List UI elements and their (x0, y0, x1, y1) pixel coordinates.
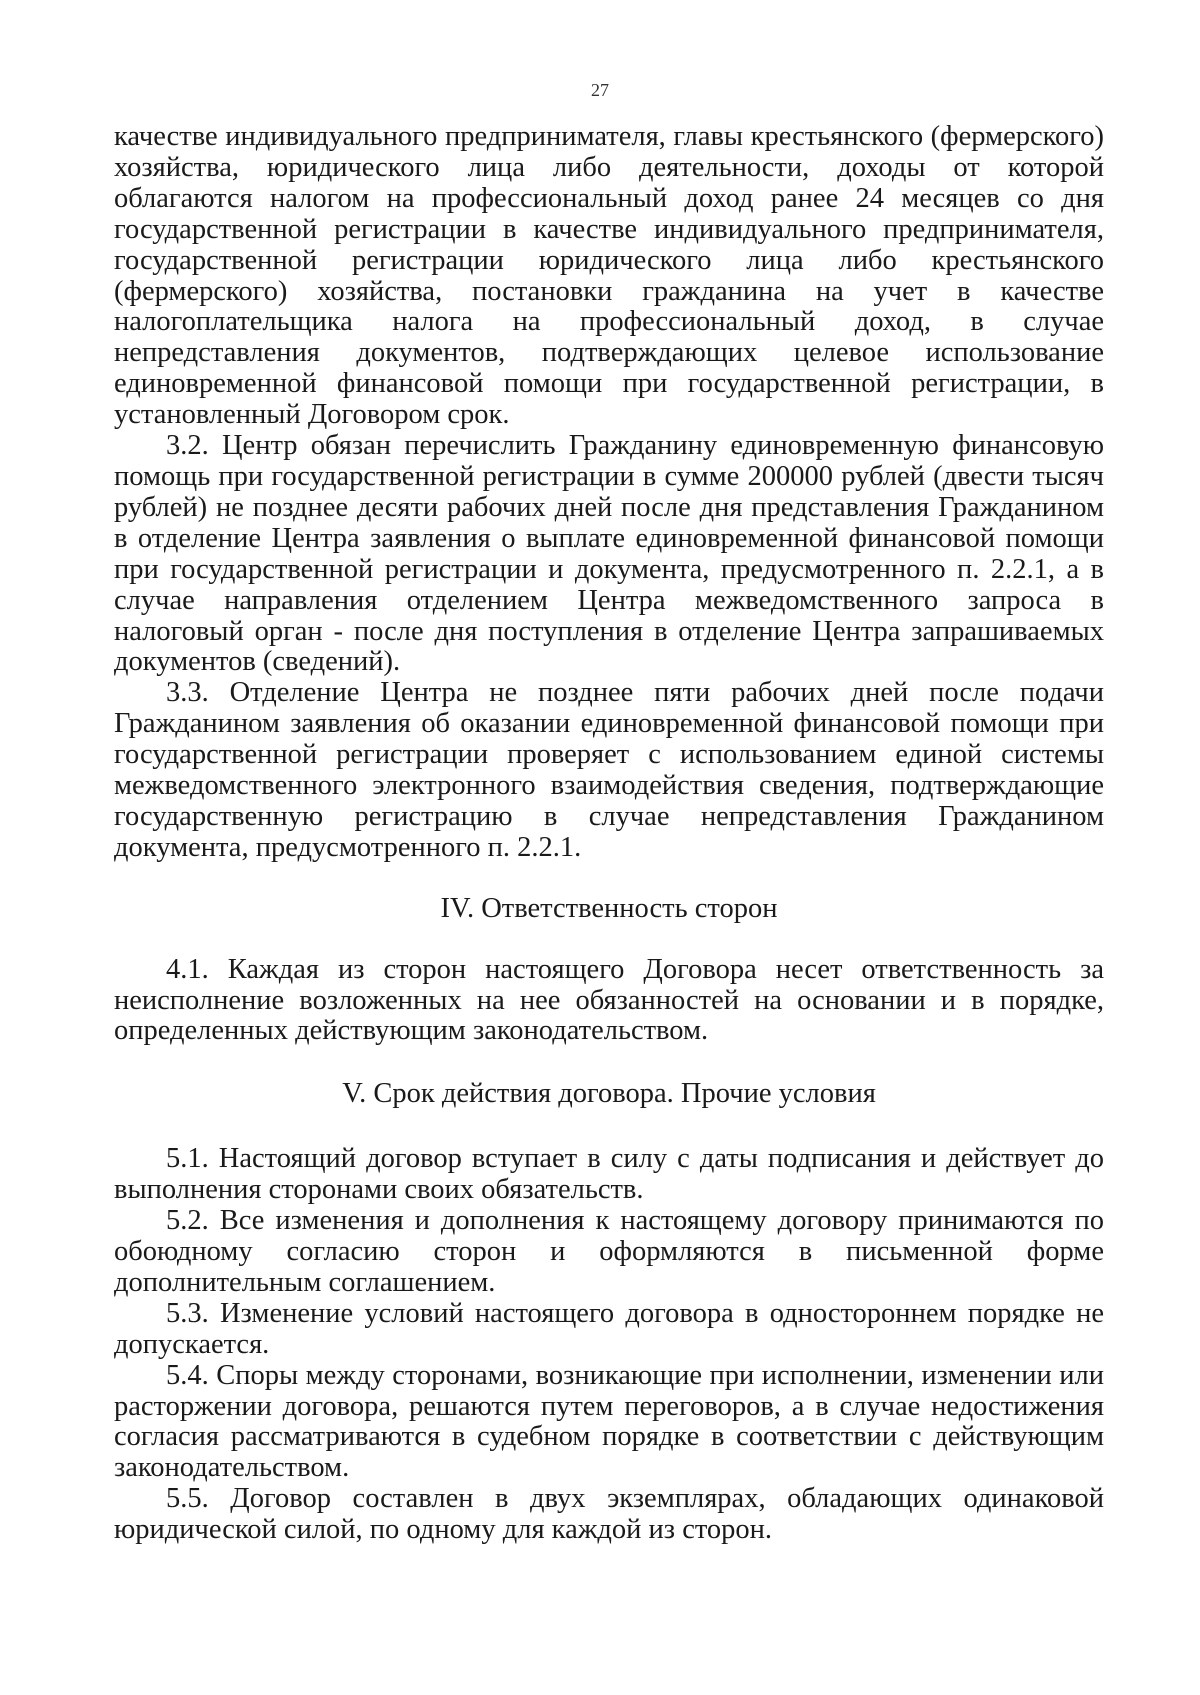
section-4-heading: IV. Ответственность сторон (440, 892, 778, 924)
paragraph-4-1: 4.1. Каждая из сторон настоящего Договора несет ответственность за неисполнение возложенных на нее обязанностей на основании и в порядке, определенных действующим законодательством. (114, 953, 1104, 1047)
paragraph-3-3: 3.3. Отделение Центра не позднее пяти рабочих дней после подачи Гражданином заявления об оказании единовременной финансовой помощи при государственной регистрации проверяет с использованием единой системы межведомственного электронного взаимодействия сведения, подтверждающие государственную регистрацию в случае непредставления Гражданином документа, предусмотренного п. 2.2.1. (114, 677, 1104, 863)
paragraph-5-3: 5.3. Изменение условий настоящего договора в одностороннем порядке не допускается. (114, 1297, 1104, 1360)
paragraph-5-1: 5.1. Настоящий договор вступает в силу с даты подписания и действует до выполнения сторонами своих обязательств. (114, 1143, 1104, 1206)
page-number: 27 (591, 80, 609, 100)
paragraph-5-2: 5.2. Все изменения и дополнения к настоящему договору принимаются по обоюдному согласию сторон и оформляются в письменной форме дополнительным соглашением. (114, 1205, 1104, 1298)
paragraph-5-4: 5.4. Споры между сторонами, возникающие при исполнении, изменении или расторжении договора, решаются путем переговоров, а в случае недостижения согласия рассматриваются в судебном порядке в соответствии с действующим законодательством. (114, 1359, 1104, 1484)
document-body (114, 122, 1104, 1546)
paragraph-3-2: 3.2. Центр обязан перечислить Гражданину единовременную финансовую помощь при государственной регистрации в сумме 200000 рублей (двести тысяч рублей) не позднее десяти рабочих дней после дня представления Гражданином в отделение Центра заявления о выплате единовременной финансовой помощи при государственной регистрации и документа, предусмотренного п. 2.2.1, а в случае направления отделением Центра межведомственного запроса в налоговый орган - после дня поступления в отделение Центра запрашиваемых документов (сведений). (114, 430, 1104, 678)
paragraph-continuation: качестве индивидуального предпринимателя, главы крестьянского (фермерского) хозяйства, юридического лица либо деятельности, доходы от которой облагаются налогом на профессиональный доход ранее 24 месяцев со дня государственной регистрации в качестве индивидуального предпринимателя, государственной регистрации юридического лица либо крестьянского (фермерского) хозяйства, постановки гражданина на учет в качестве налогоплательщика налога на профессиональный доход, в случае непредставления документов, подтверждающих целевое использование единовременной финансовой помощи при государственной регистрации, в установленный Договором срок. (114, 121, 1104, 431)
section-5-heading: V. Срок действия договора. Прочие условия (342, 1078, 876, 1110)
paragraph-5-5: 5.5. Договор составлен в двух экземплярах, обладающих одинаковой юридической силой, по одному для каждой из сторон. (114, 1483, 1104, 1546)
